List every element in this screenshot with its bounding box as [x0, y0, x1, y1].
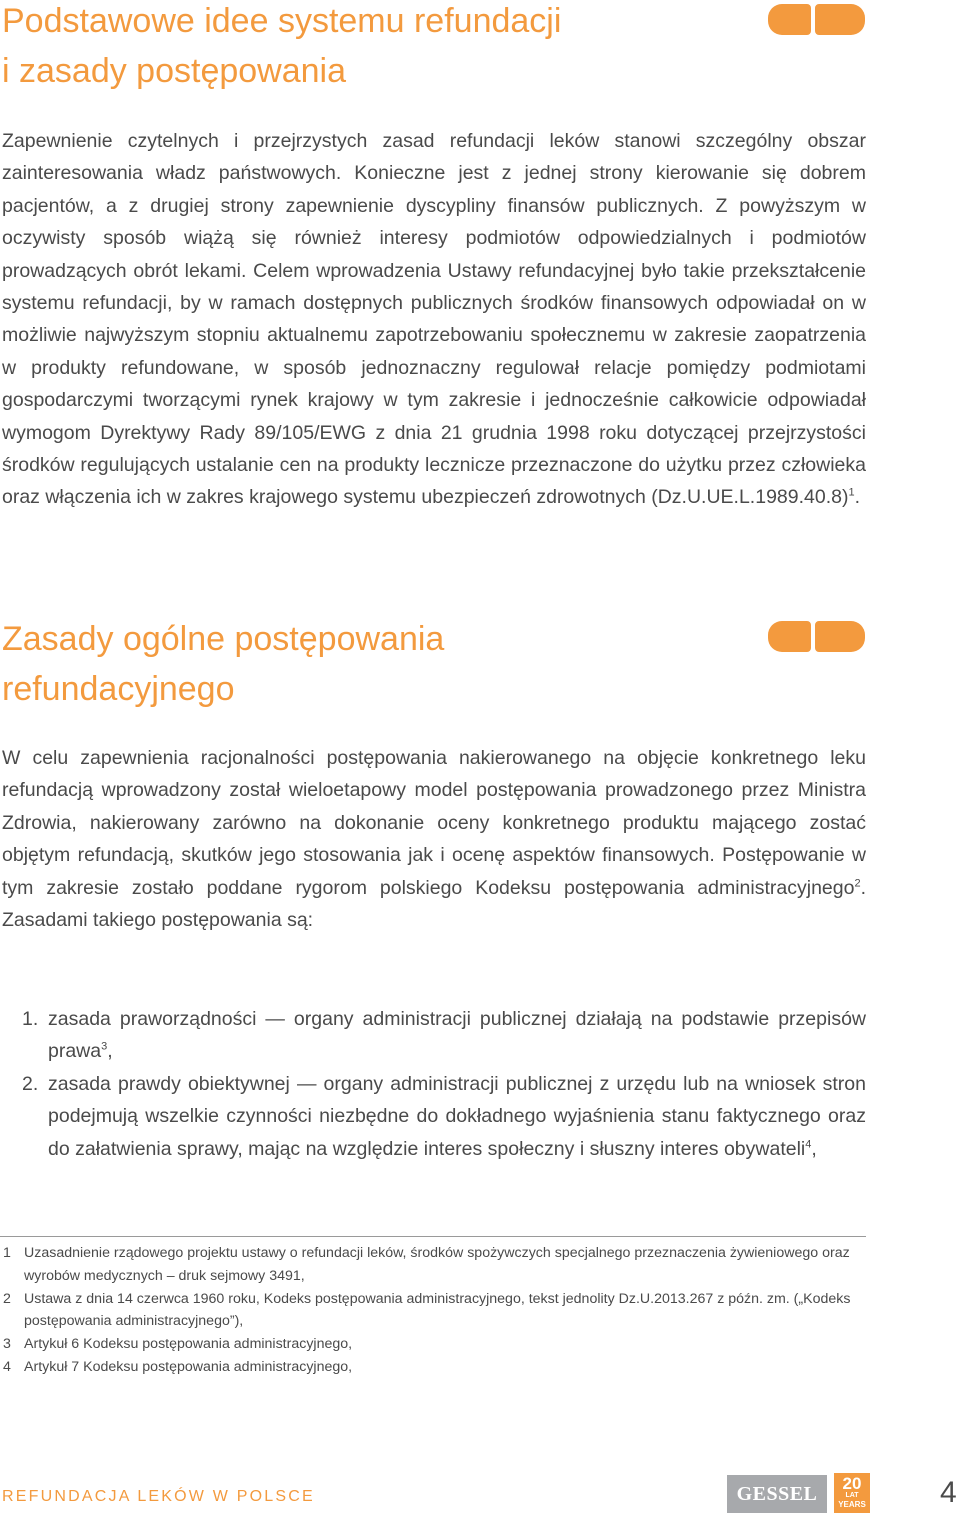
section-title-general-rules: [2, 614, 444, 714]
footnote-reference[interactable]: 3: [101, 1040, 108, 1053]
footnote-reference[interactable]: 1: [848, 486, 855, 499]
footnote-text: Artykuł 6 Kodeksu postępowania administracyjnego,: [24, 1336, 353, 1353]
footnote-number: 2: [3, 1290, 11, 1307]
footnote-item: [0, 1288, 866, 1334]
list-text: zasada praworządności — organy administracji publicznej działają na podstawie przepisów prawa: [48, 1008, 866, 1063]
list-end: ,: [811, 1137, 817, 1160]
paragraph-end: .: [854, 486, 861, 509]
footnote-text: Ustawa z dnia 14 czerwca 1960 roku, Kodeks postępowania administracyjnego, tekst jednolity Dz.U.2013.267 z późn. zm. („Kodeks postępowania administracyjnego”),: [24, 1290, 851, 1330]
footnote-divider: [0, 1236, 866, 1237]
footnote-item: [0, 1333, 866, 1356]
footnote-reference[interactable]: 2: [854, 877, 861, 890]
years-word-lat: LAT: [845, 1492, 859, 1499]
title-line: Podstawowe idee systemu refundacji: [2, 2, 562, 40]
list-text: zasada prawdy obiektywnej — organy administracji publicznej z urzędu lub na wniosek stron podejmują wszelkie czynności niezbędne do dokładnego wyjaśnienia stanu faktycznego oraz do załatwienia sprawy, mając na względzie interes społeczny i słuszny interes obywateli: [48, 1072, 866, 1160]
paragraph-text: Zapewnienie czytelnych i przejrzystych zasad refundacji leków stanowi szczególny obszar zainteresowania władz państwowych. Konieczne jest z jednej strony kierowanie się dobrem pacjentów, a z drugiej strony zapewnienie dyscypliny finansów publicznych. Z powyższym w oczywisty sposób wiążą się również interesy podmiotów odpowiedzialnych i podmiotów prowadzących obrót lekami. Celem wprowadzenia Ustawy refundacyjnej było takie przekształcenie systemu refundacji, by w ramach dostępnych publicznych środków finansowych odpowiadał on w możliwie najwyższym stopniu aktualnemu zapotrzebowaniu społecznemu w zakresie zaopatrzenia w produkty refundowane, w sposób jednoznaczny regulował relacje pomiędzy podmiotami gospodarczymi tworzącymi rynek krajowy w tym zakresie i jednocześnie całkowicie odpowiadał wymogom Dyrektywy Rady 89/105/EWG z dnia 21 grudnia 1998 roku dotyczącej przejrzystości środków regulujących ustalanie cen na produkty lecznicze przeznaczone do użytku przez człowieka oraz włączenia ich w zakres krajowego systemu ubezpieczeń zdrowotnych (Dz.U.UE.L.1989.40.8): [2, 130, 866, 509]
footnote-item: [0, 1356, 866, 1379]
title-line: refundacyjnego: [2, 670, 235, 708]
title-line: i zasady postępowania: [2, 52, 347, 90]
orange-section-marker-icon: [768, 621, 865, 652]
years-word-years: YEARS: [838, 1500, 866, 1509]
list-item: [0, 1068, 866, 1165]
paragraph-end: . Zasadami takiego postępowania są:: [2, 876, 866, 932]
list-item: [0, 1003, 866, 1068]
twenty-years-logo-icon: [834, 1473, 870, 1513]
section-title-basic-ideas: [2, 0, 561, 96]
list-number: 2.: [22, 1072, 39, 1095]
paragraph-text: W celu zapewnienia racjonalności postępowania nakierowanego na objęcie konkretnego leku refundacją wprowadzony został wieloetapowy model postępowania prowadzonego przez Ministra Zdrowia, nakierowany zarówno na dokonanie oceny konkretnego produktu mającego zostać objętym refundacją, skutków jego stosowania jak i ocenę aspektów finansowych. Postępowanie w tym zakresie zostało poddane rygorom polskiego Kodeksu postępowania administracyjnego: [2, 747, 866, 899]
intro-paragraph: [2, 125, 866, 514]
list-number: 1.: [22, 1008, 39, 1030]
orange-section-marker-icon: [768, 4, 865, 35]
title-line: Zasady ogólne postępowania: [2, 620, 445, 658]
footnote-item: [0, 1242, 866, 1288]
list-end: ,: [107, 1040, 113, 1063]
footer-publication-title: REFUNDACJA LEKÓW W POLSCE: [2, 1488, 315, 1505]
rules-paragraph: [2, 742, 866, 936]
principles-list: [0, 1003, 866, 1165]
gessel-logo: GESSEL: [727, 1475, 827, 1513]
footnotes-list: [0, 1242, 866, 1379]
footnote-number: 3: [3, 1336, 11, 1353]
years-number: 20: [842, 1474, 862, 1493]
page-number: 4: [940, 1476, 957, 1509]
footnote-reference[interactable]: 4: [805, 1138, 812, 1151]
footnote-text: Artykuł 7 Kodeksu postępowania administracyjnego,: [24, 1358, 353, 1375]
footnote-text: Uzasadnienie rządowego projektu ustawy o refundacji leków, środków spożywczych specjalnego przeznaczenia żywieniowego oraz wyrobów medycznych – druk sejmowy 3491,: [24, 1245, 850, 1284]
footnote-number: 4: [3, 1358, 11, 1375]
footnote-number: 1: [3, 1245, 11, 1261]
